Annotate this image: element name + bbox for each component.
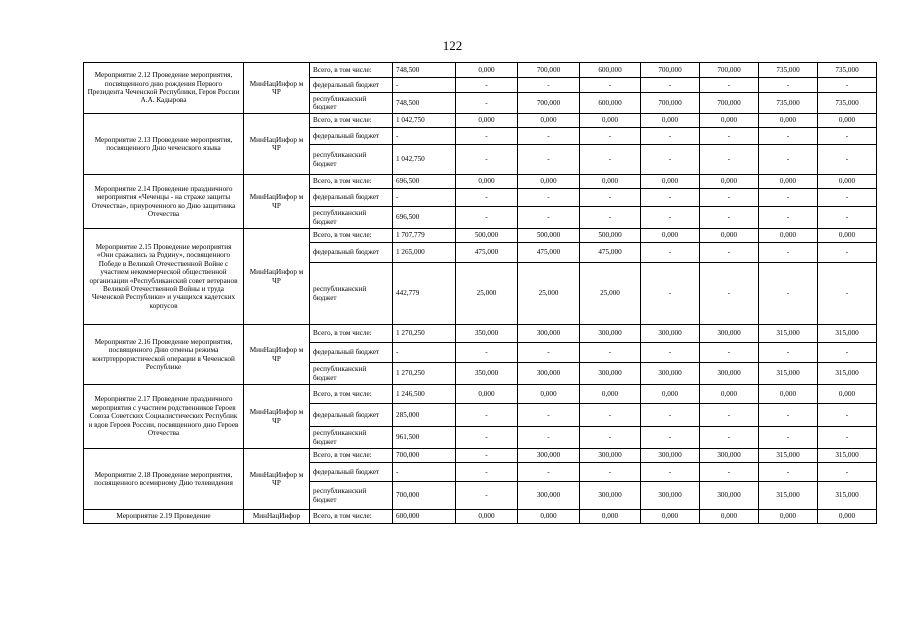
funding-source-cell: республиканский бюджет bbox=[310, 363, 393, 385]
table-row bbox=[84, 385, 877, 404]
year-value-cell: 500,000 bbox=[456, 229, 518, 243]
year-value-cell: - bbox=[818, 189, 877, 207]
year-value-cell: - bbox=[456, 449, 518, 463]
year-value-cell: - bbox=[759, 207, 818, 229]
page-number: 122 bbox=[442, 38, 463, 53]
executor-cell: МинНацИнфор м ЧР bbox=[244, 114, 310, 175]
year-value-cell: - bbox=[580, 128, 641, 145]
year-value-cell: - bbox=[641, 78, 700, 93]
year-value-cell: 25,000 bbox=[580, 263, 641, 325]
year-value-cell: 0,000 bbox=[518, 510, 580, 524]
year-value-cell: - bbox=[518, 207, 580, 229]
year-value-cell: 0,000 bbox=[818, 385, 877, 404]
total-value-cell: 1 265,000 bbox=[393, 243, 456, 263]
year-value-cell: - bbox=[759, 404, 818, 427]
year-value-cell: 700,000 bbox=[518, 93, 580, 114]
funding-source-cell: Всего, в том числе: bbox=[310, 114, 393, 128]
year-value-cell: 0,000 bbox=[456, 114, 518, 128]
year-value-cell: 0,000 bbox=[700, 385, 759, 404]
year-value-cell: 315,000 bbox=[818, 449, 877, 463]
year-value-cell: 0,000 bbox=[641, 175, 700, 189]
funding-source-cell: федеральный бюджет bbox=[310, 463, 393, 482]
activity-cell: Мероприятие 2.14 Проведение праздничного мероприятия «Чеченцы - на страже защиты Отечества», приуроченного ко Дню защитника Отечества bbox=[84, 175, 244, 229]
year-value-cell: 600,000 bbox=[580, 63, 641, 78]
executor-cell: МинНацИнфор м ЧР bbox=[244, 325, 310, 385]
year-value-cell: 0,000 bbox=[641, 385, 700, 404]
total-value-cell: - bbox=[393, 128, 456, 145]
year-value-cell: - bbox=[700, 145, 759, 175]
year-value-cell: - bbox=[456, 427, 518, 449]
year-value-cell: 315,000 bbox=[759, 325, 818, 343]
year-value-cell: 475,000 bbox=[518, 243, 580, 263]
year-value-cell: - bbox=[641, 207, 700, 229]
executor-cell: МинНацИнфор м ЧР bbox=[244, 229, 310, 325]
year-value-cell: 315,000 bbox=[818, 363, 877, 385]
year-value-cell: 0,000 bbox=[456, 175, 518, 189]
year-value-cell: - bbox=[818, 463, 877, 482]
year-value-cell: - bbox=[456, 93, 518, 114]
year-value-cell: 300,000 bbox=[700, 482, 759, 510]
funding-source-cell: Всего, в том числе: bbox=[310, 325, 393, 343]
year-value-cell: 0,000 bbox=[580, 114, 641, 128]
year-value-cell: - bbox=[759, 189, 818, 207]
year-value-cell: 315,000 bbox=[759, 449, 818, 463]
total-value-cell: 1 246,500 bbox=[393, 385, 456, 404]
activity-cell: Мероприятие 2.17 Проведение праздничного мероприятия с участием родственников Героев Союза Советских Социалистических Республик и вдов Героев России, посвященного дню Героев Отечества bbox=[84, 385, 244, 449]
year-value-cell: - bbox=[580, 189, 641, 207]
year-value-cell: 0,000 bbox=[518, 385, 580, 404]
funding-source-cell: федеральный бюджет bbox=[310, 128, 393, 145]
year-value-cell: 0,000 bbox=[759, 229, 818, 243]
year-value-cell: - bbox=[518, 78, 580, 93]
year-value-cell: 350,000 bbox=[456, 363, 518, 385]
year-value-cell: - bbox=[700, 189, 759, 207]
funding-source-cell: федеральный бюджет bbox=[310, 189, 393, 207]
year-value-cell: - bbox=[641, 128, 700, 145]
activity-cell: Мероприятие 2.15 Проведение мероприятия «Они сражались за Родину», посвященного Победе в Великой Отечественной Войне с участием некоммерческой общественной организации «Республиканский совет ветеранов Великой Отечественной Войны и труда Чеченской Республики» и учащихся кадетских корпусов bbox=[84, 229, 244, 325]
total-value-cell: 1 042,750 bbox=[393, 114, 456, 128]
table-row bbox=[84, 63, 877, 78]
year-value-cell: 0,000 bbox=[456, 510, 518, 524]
total-value-cell: 442,779 bbox=[393, 263, 456, 325]
year-value-cell: 315,000 bbox=[818, 325, 877, 343]
year-value-cell: - bbox=[518, 427, 580, 449]
year-value-cell: - bbox=[700, 78, 759, 93]
table-body bbox=[84, 63, 877, 524]
year-value-cell: - bbox=[641, 463, 700, 482]
year-value-cell: - bbox=[700, 243, 759, 263]
total-value-cell: 696,500 bbox=[393, 175, 456, 189]
activity-cell: Мероприятие 2.13 Проведение мероприятия, посвященного Дню чеченского языка bbox=[84, 114, 244, 175]
year-value-cell: 500,000 bbox=[580, 229, 641, 243]
table-row bbox=[84, 510, 877, 524]
total-value-cell: 700,000 bbox=[393, 449, 456, 463]
year-value-cell: 0,000 bbox=[580, 510, 641, 524]
year-value-cell: - bbox=[818, 427, 877, 449]
executor-cell: МинНацИнфор м ЧР bbox=[244, 63, 310, 114]
activity-cell: Мероприятие 2.19 Проведение bbox=[84, 510, 244, 524]
year-value-cell: - bbox=[456, 404, 518, 427]
year-value-cell: - bbox=[580, 427, 641, 449]
total-value-cell: 748,500 bbox=[393, 63, 456, 78]
year-value-cell: 300,000 bbox=[518, 449, 580, 463]
year-value-cell: 0,000 bbox=[456, 385, 518, 404]
year-value-cell: - bbox=[641, 263, 700, 325]
total-value-cell: 285,000 bbox=[393, 404, 456, 427]
year-value-cell: - bbox=[580, 207, 641, 229]
year-value-cell: 25,000 bbox=[456, 263, 518, 325]
year-value-cell: - bbox=[700, 463, 759, 482]
total-value-cell: - bbox=[393, 78, 456, 93]
year-value-cell: - bbox=[759, 463, 818, 482]
year-value-cell: 0,000 bbox=[759, 510, 818, 524]
funding-source-cell: Всего, в том числе: bbox=[310, 510, 393, 524]
activity-cell: Мероприятие 2.18 Проведение мероприятия, посвященного всемирному Дню телевидения bbox=[84, 449, 244, 510]
year-value-cell: 0,000 bbox=[818, 175, 877, 189]
year-value-cell: - bbox=[818, 128, 877, 145]
year-value-cell: 735,000 bbox=[818, 93, 877, 114]
total-value-cell: 600,000 bbox=[393, 510, 456, 524]
year-value-cell: - bbox=[641, 427, 700, 449]
year-value-cell: 735,000 bbox=[759, 93, 818, 114]
year-value-cell: - bbox=[641, 243, 700, 263]
executor-cell: МинНацИнфор bbox=[244, 510, 310, 524]
year-value-cell: 0,000 bbox=[641, 229, 700, 243]
budget-table bbox=[83, 62, 877, 524]
year-value-cell: - bbox=[818, 243, 877, 263]
year-value-cell: - bbox=[518, 189, 580, 207]
year-value-cell: 350,000 bbox=[456, 325, 518, 343]
year-value-cell: - bbox=[759, 343, 818, 363]
total-value-cell: - bbox=[393, 463, 456, 482]
year-value-cell: 300,000 bbox=[641, 363, 700, 385]
year-value-cell: - bbox=[818, 145, 877, 175]
total-value-cell: 748,500 bbox=[393, 93, 456, 114]
year-value-cell: 600,000 bbox=[580, 93, 641, 114]
year-value-cell: - bbox=[759, 78, 818, 93]
funding-source-cell: Всего, в том числе: bbox=[310, 385, 393, 404]
year-value-cell: - bbox=[456, 189, 518, 207]
year-value-cell: - bbox=[818, 263, 877, 325]
funding-source-cell: федеральный бюджет bbox=[310, 78, 393, 93]
funding-source-cell: федеральный бюджет bbox=[310, 243, 393, 263]
year-value-cell: 700,000 bbox=[700, 63, 759, 78]
year-value-cell: 500,000 bbox=[518, 229, 580, 243]
funding-source-cell: Всего, в том числе: bbox=[310, 449, 393, 463]
total-value-cell: 1 270,250 bbox=[393, 325, 456, 343]
year-value-cell: 0,000 bbox=[759, 385, 818, 404]
year-value-cell: - bbox=[641, 145, 700, 175]
total-value-cell: 1 707,779 bbox=[393, 229, 456, 243]
year-value-cell: 0,000 bbox=[580, 385, 641, 404]
year-value-cell: - bbox=[700, 128, 759, 145]
year-value-cell: 0,000 bbox=[700, 114, 759, 128]
year-value-cell: - bbox=[518, 145, 580, 175]
year-value-cell: - bbox=[759, 263, 818, 325]
table-row bbox=[84, 449, 877, 463]
total-value-cell: 961,500 bbox=[393, 427, 456, 449]
total-value-cell: 700,000 bbox=[393, 482, 456, 510]
year-value-cell: 0,000 bbox=[700, 175, 759, 189]
total-value-cell: - bbox=[393, 189, 456, 207]
year-value-cell: 300,000 bbox=[518, 325, 580, 343]
activity-cell: Мероприятие 2.16 Проведение мероприятия, посвященного Дню отмены режима контртеррористической операции в Чеченской Республике bbox=[84, 325, 244, 385]
year-value-cell: 315,000 bbox=[759, 363, 818, 385]
year-value-cell: 25,000 bbox=[518, 263, 580, 325]
year-value-cell: 300,000 bbox=[580, 482, 641, 510]
year-value-cell: - bbox=[700, 343, 759, 363]
year-value-cell: 300,000 bbox=[700, 363, 759, 385]
total-value-cell: 696,500 bbox=[393, 207, 456, 229]
year-value-cell: - bbox=[456, 482, 518, 510]
funding-source-cell: республиканский бюджет bbox=[310, 427, 393, 449]
year-value-cell: 0,000 bbox=[518, 114, 580, 128]
year-value-cell: - bbox=[700, 263, 759, 325]
year-value-cell: 0,000 bbox=[700, 229, 759, 243]
table-row bbox=[84, 229, 877, 243]
year-value-cell: - bbox=[580, 463, 641, 482]
funding-source-cell: Всего, в том числе: bbox=[310, 229, 393, 243]
year-value-cell: 300,000 bbox=[580, 363, 641, 385]
year-value-cell: - bbox=[818, 78, 877, 93]
year-value-cell: - bbox=[456, 207, 518, 229]
year-value-cell: 300,000 bbox=[518, 482, 580, 510]
year-value-cell: 0,000 bbox=[456, 63, 518, 78]
year-value-cell: 0,000 bbox=[818, 229, 877, 243]
year-value-cell: 735,000 bbox=[759, 63, 818, 78]
year-value-cell: 315,000 bbox=[818, 482, 877, 510]
year-value-cell: 300,000 bbox=[700, 449, 759, 463]
funding-source-cell: республиканский бюджет bbox=[310, 93, 393, 114]
year-value-cell: - bbox=[518, 404, 580, 427]
year-value-cell: 300,000 bbox=[641, 325, 700, 343]
year-value-cell: 315,000 bbox=[759, 482, 818, 510]
year-value-cell: - bbox=[759, 128, 818, 145]
year-value-cell: - bbox=[700, 427, 759, 449]
executor-cell: МинНацИнфор м ЧР bbox=[244, 175, 310, 229]
executor-cell: МинНацИнфор м ЧР bbox=[244, 385, 310, 449]
total-value-cell: - bbox=[393, 343, 456, 363]
year-value-cell: - bbox=[456, 145, 518, 175]
year-value-cell: 300,000 bbox=[580, 325, 641, 343]
year-value-cell: 0,000 bbox=[818, 114, 877, 128]
year-value-cell: 700,000 bbox=[700, 93, 759, 114]
year-value-cell: - bbox=[518, 343, 580, 363]
year-value-cell: 0,000 bbox=[518, 175, 580, 189]
funding-source-cell: Всего, в том числе: bbox=[310, 63, 393, 78]
funding-source-cell: Всего, в том числе: bbox=[310, 175, 393, 189]
year-value-cell: - bbox=[759, 243, 818, 263]
year-value-cell: - bbox=[456, 463, 518, 482]
year-value-cell: 0,000 bbox=[641, 510, 700, 524]
year-value-cell: 0,000 bbox=[759, 114, 818, 128]
year-value-cell: - bbox=[456, 78, 518, 93]
year-value-cell: - bbox=[518, 463, 580, 482]
year-value-cell: 0,000 bbox=[641, 114, 700, 128]
year-value-cell: 475,000 bbox=[456, 243, 518, 263]
year-value-cell: - bbox=[818, 207, 877, 229]
total-value-cell: 1 042,750 bbox=[393, 145, 456, 175]
year-value-cell: - bbox=[456, 128, 518, 145]
year-value-cell: 300,000 bbox=[580, 449, 641, 463]
year-value-cell: - bbox=[818, 404, 877, 427]
year-value-cell: - bbox=[580, 145, 641, 175]
year-value-cell: - bbox=[641, 189, 700, 207]
funding-source-cell: федеральный бюджет bbox=[310, 343, 393, 363]
table-row bbox=[84, 175, 877, 189]
year-value-cell: 0,000 bbox=[818, 510, 877, 524]
year-value-cell: - bbox=[641, 343, 700, 363]
activity-cell: Мероприятие 2.12 Проведение мероприятия, посвященного дню рождения Первого Президента Чеченской Республики, Героя России А.А. Кадырова bbox=[84, 63, 244, 114]
year-value-cell: 700,000 bbox=[641, 93, 700, 114]
year-value-cell: 0,000 bbox=[700, 510, 759, 524]
table-row bbox=[84, 325, 877, 343]
funding-source-cell: республиканский бюджет bbox=[310, 263, 393, 325]
year-value-cell: 0,000 bbox=[759, 175, 818, 189]
year-value-cell: - bbox=[700, 207, 759, 229]
executor-cell: МинНацИнфор м ЧР bbox=[244, 449, 310, 510]
year-value-cell: 475,000 bbox=[580, 243, 641, 263]
year-value-cell: - bbox=[641, 404, 700, 427]
year-value-cell: - bbox=[818, 343, 877, 363]
year-value-cell: - bbox=[518, 128, 580, 145]
year-value-cell: - bbox=[456, 343, 518, 363]
year-value-cell: 300,000 bbox=[700, 325, 759, 343]
year-value-cell: - bbox=[759, 145, 818, 175]
year-value-cell: 300,000 bbox=[641, 482, 700, 510]
funding-source-cell: федеральный бюджет bbox=[310, 404, 393, 427]
year-value-cell: - bbox=[580, 404, 641, 427]
year-value-cell: - bbox=[759, 427, 818, 449]
year-value-cell: 735,000 bbox=[818, 63, 877, 78]
year-value-cell: - bbox=[700, 404, 759, 427]
total-value-cell: 1 270,250 bbox=[393, 363, 456, 385]
funding-source-cell: республиканский бюджет bbox=[310, 207, 393, 229]
year-value-cell: 300,000 bbox=[641, 449, 700, 463]
year-value-cell: 700,000 bbox=[518, 63, 580, 78]
funding-source-cell: республиканский бюджет bbox=[310, 482, 393, 510]
year-value-cell: 0,000 bbox=[580, 175, 641, 189]
year-value-cell: - bbox=[580, 78, 641, 93]
year-value-cell: 300,000 bbox=[518, 363, 580, 385]
year-value-cell: 700,000 bbox=[641, 63, 700, 78]
table-row bbox=[84, 114, 877, 128]
funding-source-cell: республиканский бюджет bbox=[310, 145, 393, 175]
year-value-cell: - bbox=[580, 343, 641, 363]
